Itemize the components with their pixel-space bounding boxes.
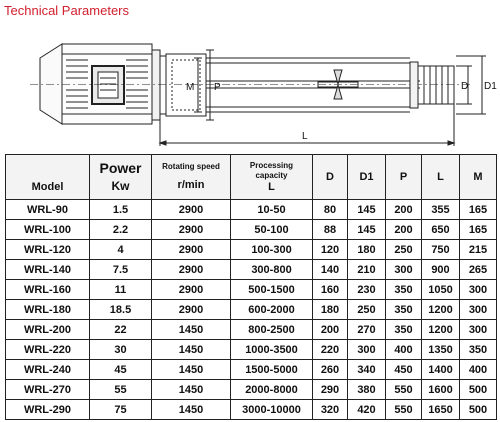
cell-p: 300 (386, 260, 422, 280)
dim-label-l: L (302, 131, 308, 142)
cell-speed: 1450 (152, 400, 231, 420)
table-row (6, 360, 497, 380)
cell-model: WRL-200 (6, 320, 90, 340)
cell-p: 250 (386, 240, 422, 260)
cell-m: 400 (460, 360, 497, 380)
dim-label-m: M (186, 82, 195, 93)
cell-model: WRL-240 (6, 360, 90, 380)
cell-model: WRL-100 (6, 220, 90, 240)
cell-m: 500 (460, 380, 497, 400)
cell-power: 30 (90, 340, 152, 360)
header-d1: D1 (348, 155, 386, 200)
header-p: P (386, 155, 422, 200)
cell-l: 1200 (422, 320, 460, 340)
cell-m: 165 (460, 200, 497, 220)
page-title: Technical Parameters (4, 3, 129, 18)
cell-model: WRL-290 (6, 400, 90, 420)
cell-speed: 2900 (152, 220, 231, 240)
table-row (6, 380, 497, 400)
cell-power: 22 (90, 320, 152, 340)
header-speed-unit: r/min (177, 179, 205, 191)
cell-model: WRL-160 (6, 280, 90, 300)
cell-m: 350 (460, 340, 497, 360)
cell-l: 1650 (422, 400, 460, 420)
cell-l: 1600 (422, 380, 460, 400)
header-capacity-label-2: capacity (255, 170, 288, 180)
cell-speed: 2900 (152, 300, 231, 320)
header-capacity-label-1: Processing (249, 160, 294, 170)
table-row (6, 220, 497, 240)
header-capacity-unit: L (268, 180, 275, 193)
cell-speed: 2900 (152, 260, 231, 280)
cell-m: 215 (460, 240, 497, 260)
cell-d: 80 (313, 200, 348, 220)
cell-d: 88 (313, 220, 348, 240)
cell-speed: 2900 (152, 280, 231, 300)
dim-label-p: P (214, 82, 221, 93)
cell-p: 450 (386, 360, 422, 380)
cell-model: WRL-270 (6, 380, 90, 400)
cell-l: 1400 (422, 360, 460, 380)
technical-parameters-table (5, 154, 497, 420)
cell-p: 550 (386, 400, 422, 420)
cell-d: 180 (313, 300, 348, 320)
cell-power: 7.5 (90, 260, 152, 280)
cell-capacity: 3000-10000 (231, 400, 313, 420)
cell-d: 120 (313, 240, 348, 260)
cell-p: 550 (386, 380, 422, 400)
cell-d1: 145 (348, 200, 386, 220)
cell-d1: 340 (348, 360, 386, 380)
cell-d: 160 (313, 280, 348, 300)
cell-power: 18.5 (90, 300, 152, 320)
table-row (6, 320, 497, 340)
dim-label-d: D (461, 81, 469, 92)
cell-d: 220 (313, 340, 348, 360)
cell-power: 2.2 (90, 220, 152, 240)
cell-model: WRL-140 (6, 260, 90, 280)
cell-d: 200 (313, 320, 348, 340)
header-d: D (313, 155, 348, 200)
cell-d1: 250 (348, 300, 386, 320)
cell-m: 500 (460, 400, 497, 420)
cell-l: 355 (422, 200, 460, 220)
cell-m: 165 (460, 220, 497, 240)
cell-power: 55 (90, 380, 152, 400)
cell-capacity: 500-1500 (231, 280, 313, 300)
cell-speed: 1450 (152, 340, 231, 360)
cell-m: 300 (460, 280, 497, 300)
cell-d: 260 (313, 360, 348, 380)
cell-d: 290 (313, 380, 348, 400)
cell-d1: 230 (348, 280, 386, 300)
cell-l: 1050 (422, 280, 460, 300)
cell-capacity: 1000-3500 (231, 340, 313, 360)
cell-d1: 300 (348, 340, 386, 360)
cell-p: 400 (386, 340, 422, 360)
table-row (6, 260, 497, 280)
header-power (90, 155, 152, 200)
cell-capacity: 600-2000 (231, 300, 313, 320)
cell-l: 1350 (422, 340, 460, 360)
cell-model: WRL-180 (6, 300, 90, 320)
cell-capacity: 300-800 (231, 260, 313, 280)
cell-p: 350 (386, 300, 422, 320)
table-row (6, 340, 497, 360)
cell-speed: 2900 (152, 200, 231, 220)
cell-d1: 270 (348, 320, 386, 340)
cell-d1: 180 (348, 240, 386, 260)
cell-d1: 420 (348, 400, 386, 420)
cell-m: 300 (460, 320, 497, 340)
cell-d: 140 (313, 260, 348, 280)
table-row (6, 240, 497, 260)
table-row (6, 200, 497, 220)
cell-speed: 1450 (152, 320, 231, 340)
cell-capacity: 2000-8000 (231, 380, 313, 400)
cell-l: 750 (422, 240, 460, 260)
cell-l: 900 (422, 260, 460, 280)
cell-model: WRL-90 (6, 200, 90, 220)
cell-power: 11 (90, 280, 152, 300)
cell-capacity: 50-100 (231, 220, 313, 240)
cell-capacity: 10-50 (231, 200, 313, 220)
cell-p: 350 (386, 320, 422, 340)
header-speed-label: Rotating speed (162, 162, 220, 171)
cell-capacity: 800-2500 (231, 320, 313, 340)
header-m: M (460, 155, 497, 200)
cell-speed: 1450 (152, 380, 231, 400)
cell-power: 45 (90, 360, 152, 380)
cell-capacity: 100-300 (231, 240, 313, 260)
table-row (6, 280, 497, 300)
cell-p: 200 (386, 220, 422, 240)
cell-p: 200 (386, 200, 422, 220)
header-power-unit: Kw (111, 179, 130, 193)
cell-d1: 210 (348, 260, 386, 280)
cell-l: 1200 (422, 300, 460, 320)
cell-m: 300 (460, 300, 497, 320)
header-capacity (231, 155, 313, 200)
cell-d: 320 (313, 400, 348, 420)
header-l: L (422, 155, 460, 200)
cell-speed: 2900 (152, 240, 231, 260)
mixer-technical-drawing (0, 0, 500, 154)
header-speed (152, 155, 231, 200)
cell-d1: 380 (348, 380, 386, 400)
dim-label-d1: D1 (484, 81, 497, 92)
cell-d1: 145 (348, 220, 386, 240)
cell-power: 4 (90, 240, 152, 260)
cell-p: 350 (386, 280, 422, 300)
header-power-label: Power (99, 160, 142, 176)
cell-l: 650 (422, 220, 460, 240)
header-model: Model (6, 155, 90, 200)
cell-model: WRL-120 (6, 240, 90, 260)
cell-power: 75 (90, 400, 152, 420)
cell-capacity: 1500-5000 (231, 360, 313, 380)
cell-speed: 1450 (152, 360, 231, 380)
cell-model: WRL-220 (6, 340, 90, 360)
table-row (6, 400, 497, 420)
cell-m: 265 (460, 260, 497, 280)
cell-power: 1.5 (90, 200, 152, 220)
table-row (6, 300, 497, 320)
